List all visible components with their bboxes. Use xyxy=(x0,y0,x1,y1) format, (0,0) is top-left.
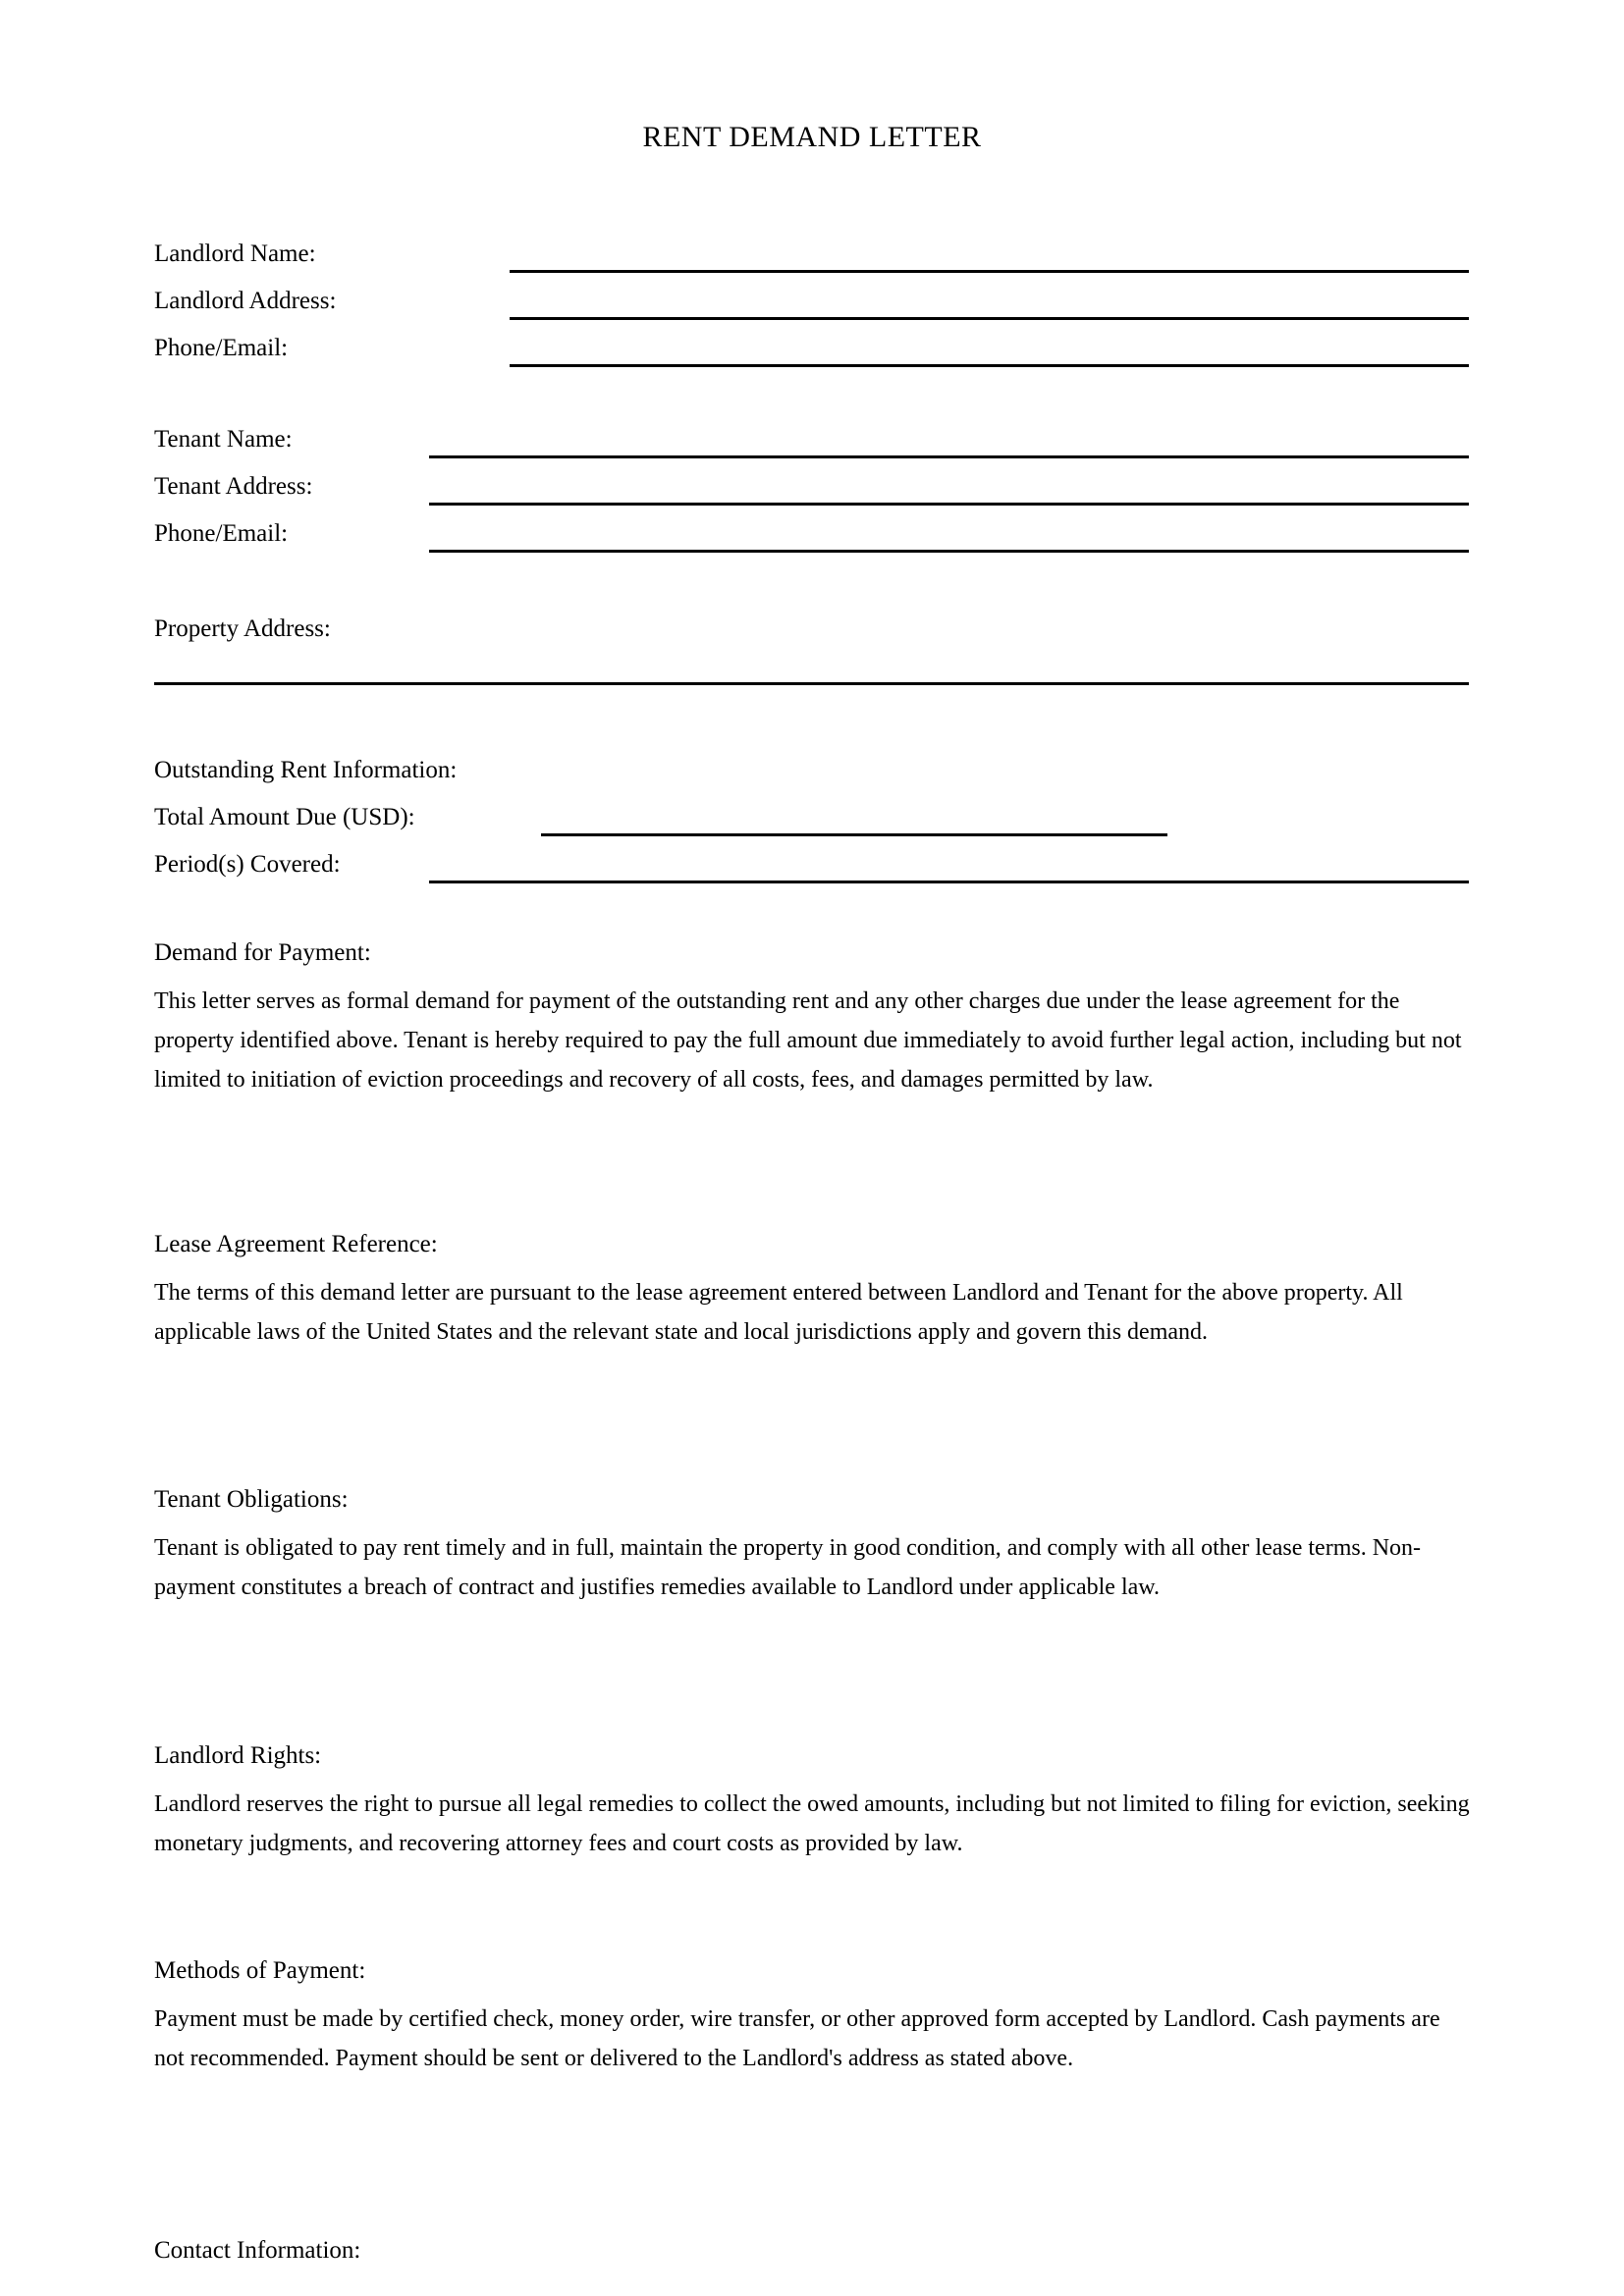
landlord-name-label: Landlord Name: xyxy=(154,240,316,267)
landlord-name-field[interactable] xyxy=(510,270,1469,273)
property-address-field[interactable] xyxy=(154,682,1469,685)
tenant-phone-email-label: Phone/Email: xyxy=(154,520,289,547)
landlord-phone-email-label: Phone/Email: xyxy=(154,335,289,361)
contact-information-heading: Contact Information: xyxy=(154,2237,361,2264)
landlord-address-field[interactable] xyxy=(510,317,1469,320)
landlord-address-label: Landlord Address: xyxy=(154,288,337,314)
lease-agreement-reference-body: The terms of this demand letter are pursuant to the lease agreement entered between Landlord and Tenant for the above property. All applicable laws of the United States and the relevant state and local jurisdictions apply and govern this demand. xyxy=(154,1280,1403,1345)
lease-agreement-reference-heading: Lease Agreement Reference: xyxy=(154,1231,438,1257)
tenant-obligations-body: Tenant is obligated to pay rent timely and in full, maintain the property in good condition, and comply with all other lease terms. Non-payment constitutes a breach of contract and justifies remedies available to Landlord under applicable law. xyxy=(154,1535,1422,1600)
tenant-phone-email-field[interactable] xyxy=(429,550,1469,553)
demand-for-payment-heading: Demand for Payment: xyxy=(154,939,371,966)
total-amount-due-label: Total Amount Due (USD): xyxy=(154,804,415,830)
landlord-phone-email-field[interactable] xyxy=(510,364,1469,367)
property-address-label: Property Address: xyxy=(154,615,331,642)
page-title: RENT DEMAND LETTER xyxy=(642,121,982,153)
tenant-obligations-heading: Tenant Obligations: xyxy=(154,1486,349,1513)
total-amount-due-field[interactable] xyxy=(541,833,1167,836)
methods-of-payment-body: Payment must be made by certified check, money order, wire transfer, or other approved form accepted by Landlord. Cash payments are not recommended. Payment should be sent or delivered to the Landlord's address as stated above. xyxy=(154,2006,1440,2071)
landlord-rights-heading: Landlord Rights: xyxy=(154,1742,322,1769)
periods-covered-label: Period(s) Covered: xyxy=(154,851,341,878)
methods-of-payment-heading: Methods of Payment: xyxy=(154,1957,366,1984)
tenant-address-label: Tenant Address: xyxy=(154,473,313,500)
tenant-name-field[interactable] xyxy=(429,455,1469,458)
demand-for-payment-body: This letter serves as formal demand for payment of the outstanding rent and any other charges due under the lease agreement for the property identified above. Tenant is hereby required to pay the full amount due immediately to avoid further legal action, including but not limited to initiation of eviction proceedings and recovery of all costs, fees, and damages permitted by law. xyxy=(154,988,1462,1093)
landlord-rights-body: Landlord reserves the right to pursue all legal remedies to collect the owed amounts, including but not limited to filing for eviction, seeking monetary judgments, and recovering attorney fees and court costs as provided by law. xyxy=(154,1791,1470,1856)
periods-covered-field[interactable] xyxy=(429,881,1469,883)
outstanding-rent-heading: Outstanding Rent Information: xyxy=(154,757,458,783)
tenant-address-field[interactable] xyxy=(429,503,1469,506)
tenant-name-label: Tenant Name: xyxy=(154,426,293,453)
